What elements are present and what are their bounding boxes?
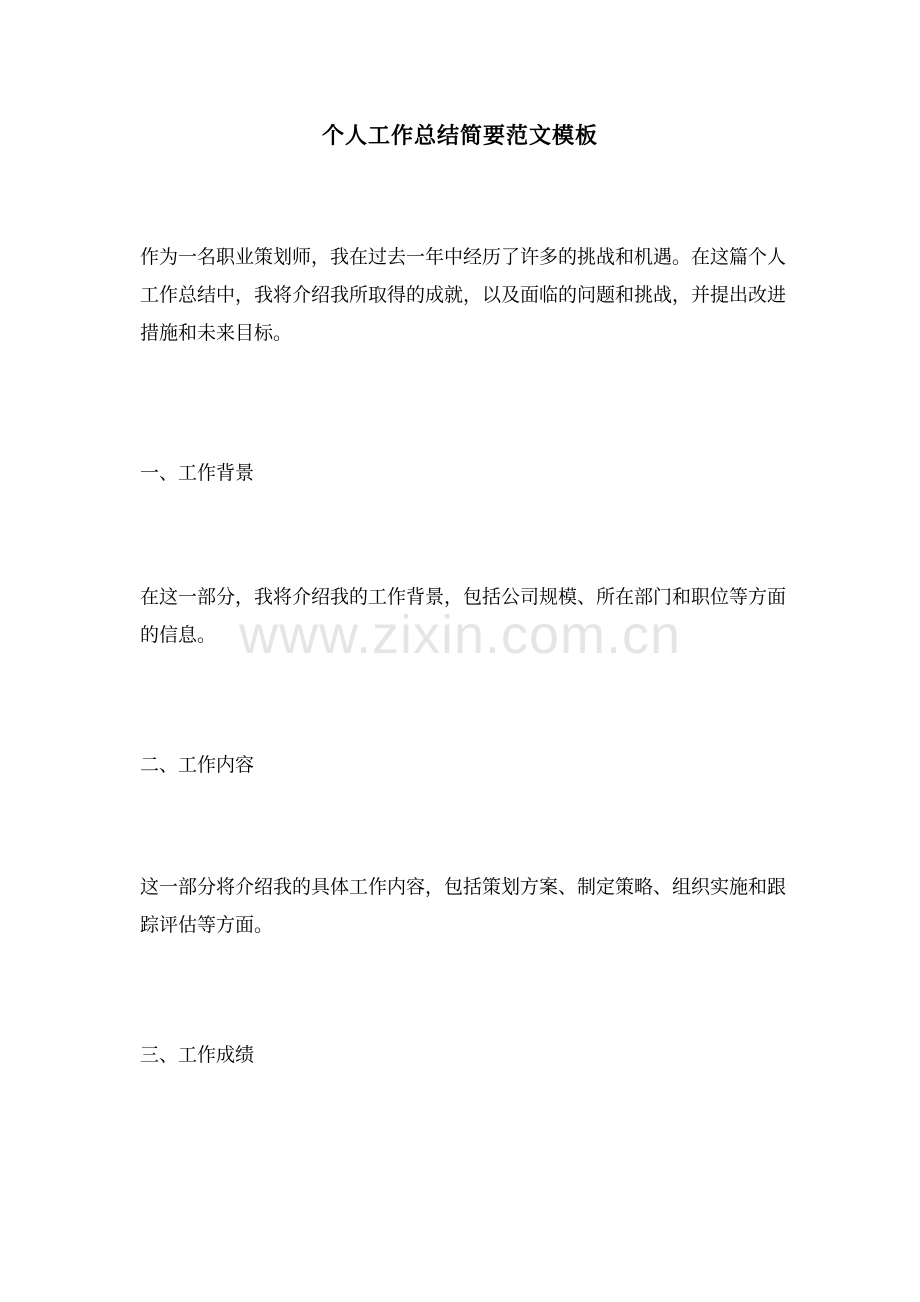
watermark: www.zixin.com.cn — [238, 605, 682, 665]
section-heading-background: 一、工作背景 — [140, 462, 255, 484]
section-body-content: 这一部分将介绍我的具体工作内容，包括策划方案、制定策略、组织实施和跟踪评估等方面。 — [140, 876, 787, 936]
section-body-background: 在这一部分，我将介绍我的工作背景，包括公司规模、所在部门和职位等方面的信息。 — [140, 586, 787, 646]
intro-paragraph: 作为一名职业策划师，我在过去一年中经历了许多的挑战和机遇。在这篇个人工作总结中，我将介绍我所取得的成就，以及面临的问题和挑战，并提出改进措施和未来目标。 — [140, 246, 787, 344]
document-title: 个人工作总结简要范文模板 — [321, 123, 598, 149]
section-heading-content: 二、工作内容 — [140, 754, 255, 776]
section-heading-achievements: 三、工作成绩 — [140, 1044, 255, 1066]
